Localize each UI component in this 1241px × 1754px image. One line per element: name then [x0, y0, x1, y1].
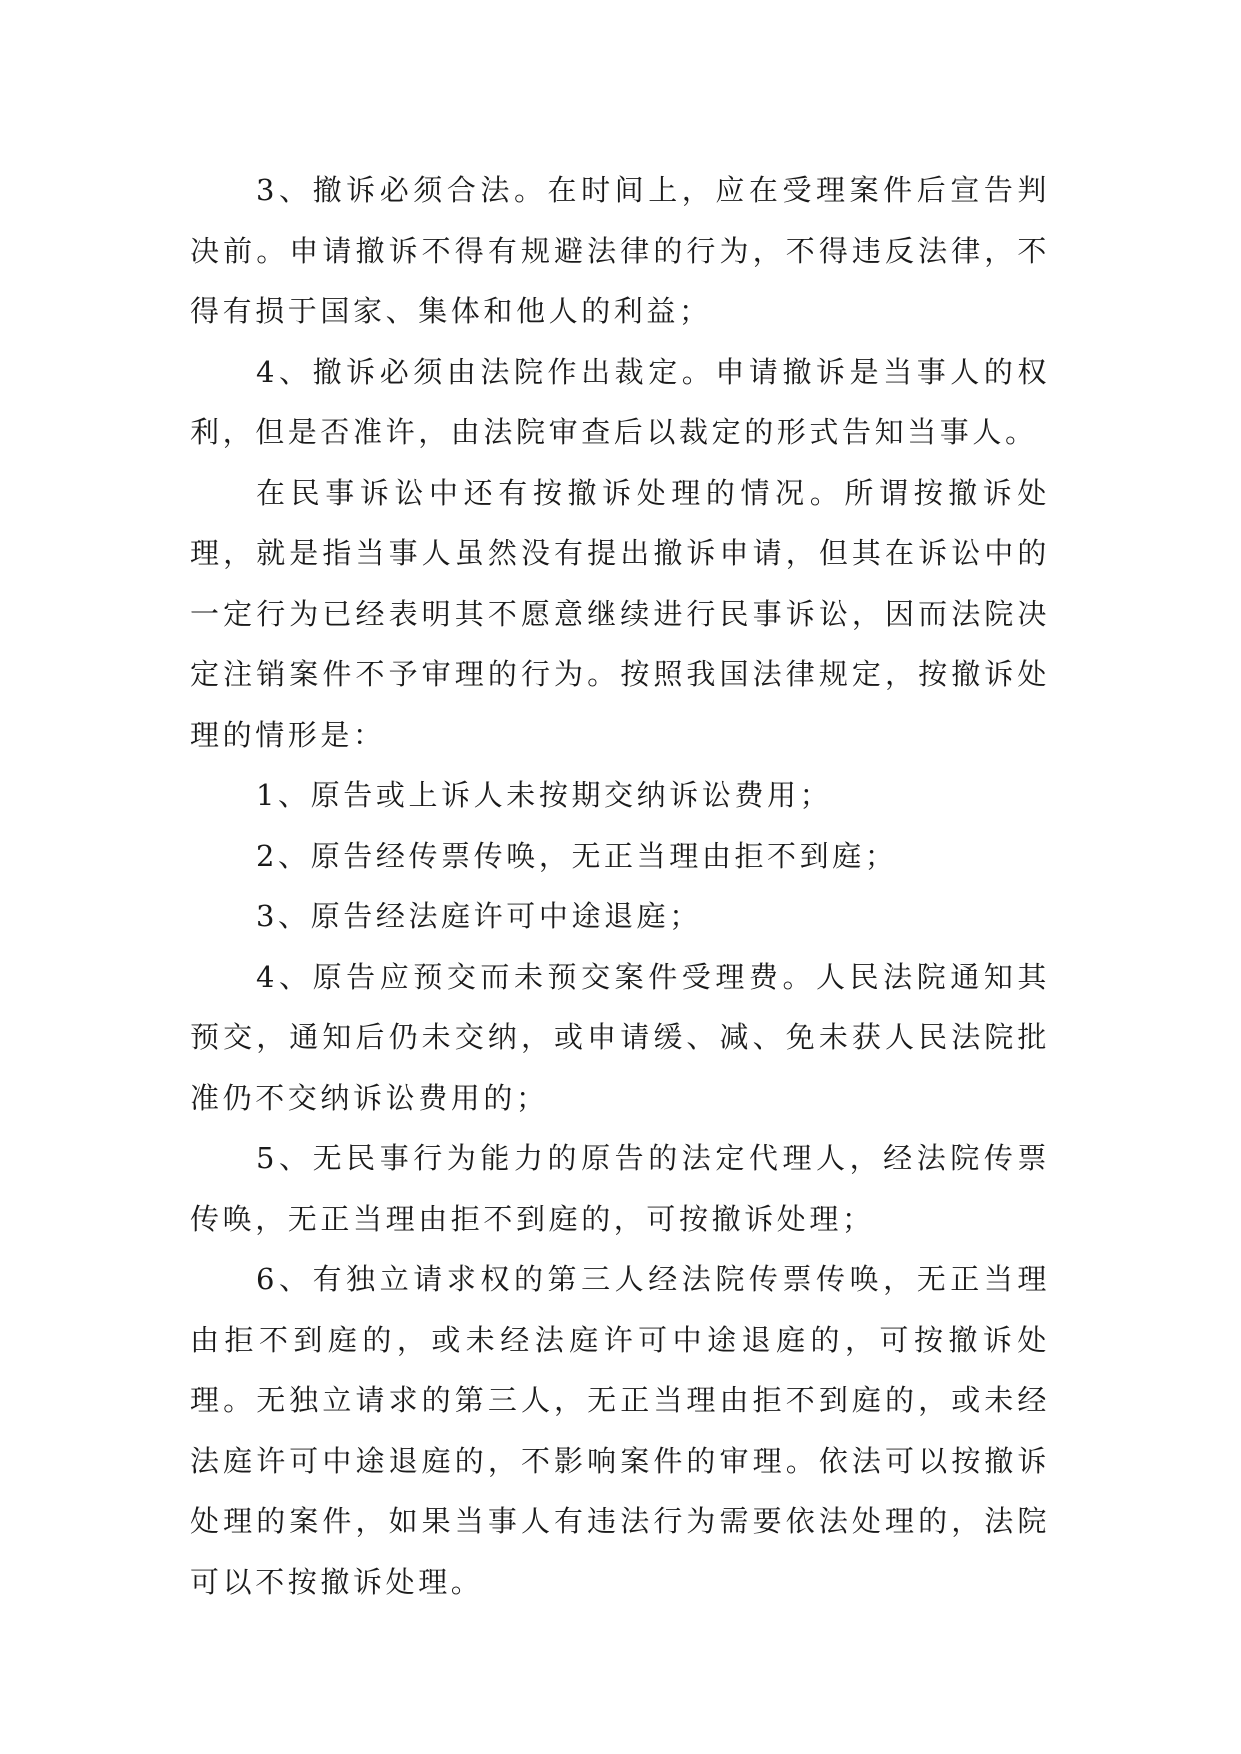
- list-item-legal-representative: 5、无民事行为能力的原告的法定代理人，经法院传票传唤，无正当理由拒不到庭的，可按撤诉处理；: [190, 1141, 1050, 1236]
- paragraph-withdrawal-ruling: 4、撤诉必须由法院作出裁定。申请撤诉是当事人的权利，但是否准许，由法院审查后以裁定的形式告知当事人。: [190, 354, 1050, 449]
- document-body: [190, 160, 1050, 1612]
- paragraph-withdrawal-legality: 3、撤诉必须合法。在时间上，应在受理案件后宣告判决前。申请撤诉不得有规避法律的行为，不得违反法律，不得有损于国家、集体和他人的利益；: [190, 173, 1050, 328]
- list-item-left-court: 3、原告经法庭许可中途退庭；: [256, 899, 702, 933]
- list-item-absent-plaintiff: 2、原告经传票传唤，无正当理由拒不到庭；: [256, 838, 898, 873]
- list-item-third-party: 6、有独立请求权的第三人经法院传票传唤，无正当理由拒不到庭的，或未经法庭许可中途退庭的，可按撤诉处理。无独立请求的第三人，无正当理由拒不到庭的，或未经法庭许可中途退庭的，不影响案件的审理。依法可以按撤诉处理的案件，如果当事人有违法行为需要依法处理的，法院可以不按撤诉处理。: [190, 1262, 1050, 1599]
- paragraph-deemed-withdrawal: 在民事诉讼中还有按撤诉处理的情况。所谓按撤诉处理，就是指当事人虽然没有提出撤诉申请，但其在诉讼中的一定行为已经表明其不愿意继续进行民事诉讼，因而法院决定注销案件不予审理的行为。按照我国法律规定，按撤诉处理的情形是：: [190, 475, 1050, 752]
- list-item-unpaid-fees: 1、原告或上诉人未按期交纳诉讼费用；: [256, 778, 833, 812]
- list-item-unpaid-acceptance-fee: 4、原告应预交而未预交案件受理费。人民法院通知其预交，通知后仍未交纳，或申请缓、减、免未获人民法院批准仍不交纳诉讼费用的；: [190, 959, 1050, 1115]
